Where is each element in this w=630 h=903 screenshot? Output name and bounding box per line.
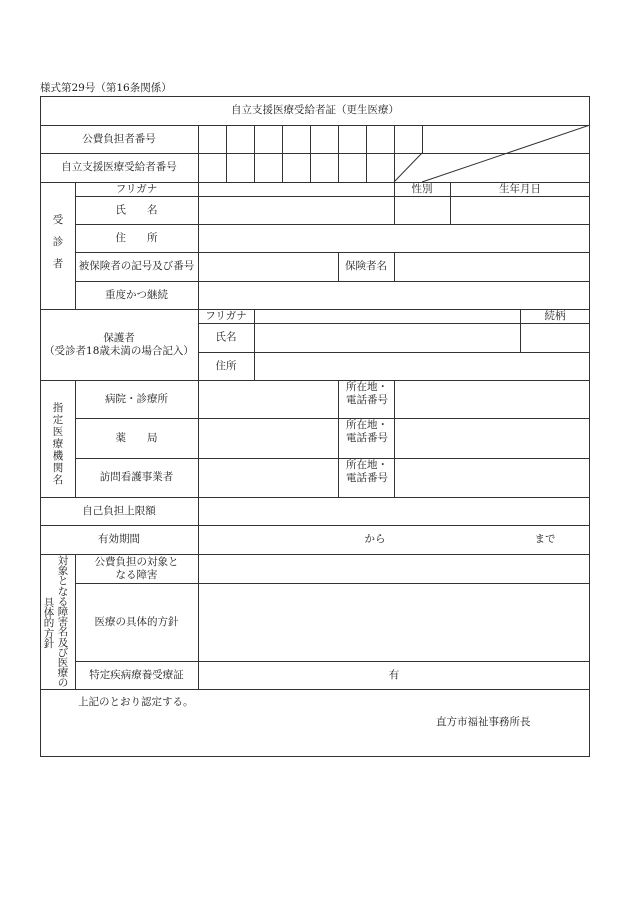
institutions-group-label: 指 定 医 療 機 関 名	[52, 402, 64, 487]
specified-disease-value: 有	[388, 668, 400, 681]
patient-furigana-label: フリガナ	[115, 182, 158, 195]
severe-continuous-label: 重度かつ継続	[105, 288, 168, 301]
validity-label: 有効期間	[98, 533, 140, 546]
gender-label: 性別	[411, 182, 433, 195]
disability-group-label-col1: 対 象 と な る 障 害 名 及 び 医 療 の	[57, 555, 69, 690]
disability-group-label-col2: 具 体 的 方 針	[43, 597, 55, 650]
hospital-location-label: 所在地・ 電話番号	[346, 381, 388, 407]
recipient-number-label: 自立支援医療受給者番号	[61, 161, 177, 174]
medical-policy-label: 医療の具体的方針	[94, 615, 179, 628]
relation-label: 続柄	[544, 309, 566, 322]
validity-from: から	[364, 533, 386, 546]
specified-disease-label: 特定疾病療養受療証	[89, 668, 184, 681]
hospital-label: 病院・診療所	[105, 392, 168, 405]
patient-group-label: 受 診 者	[52, 214, 64, 271]
issuer-name: 直方市福祉事務所長	[436, 716, 531, 729]
certify-statement: 上記のとおり認定する。	[78, 696, 194, 709]
guardian-name-label: 氏名	[215, 331, 237, 344]
validity-to: まで	[534, 533, 556, 546]
nursing-label: 訪問看護事業者	[99, 471, 174, 484]
patient-name-label: 氏 名	[115, 203, 158, 216]
patient-address-label: 住 所	[115, 231, 158, 244]
birthdate-label: 生年月日	[499, 182, 541, 195]
self-pay-limit-label: 自己負担上限額	[82, 504, 156, 517]
payer-number-label: 公費負担者番号	[82, 132, 156, 145]
insured-symbol-label: 被保険者の記号及び番号	[78, 260, 195, 273]
guardian-label: 保護者 （受診者18歳未満の場合記入）	[44, 331, 194, 357]
insurer-name-label: 保険者名	[345, 260, 387, 273]
pharmacy-location-label: 所在地・ 電話番号	[346, 419, 388, 445]
target-disability-label: 公費負担の対象と なる障害	[94, 555, 179, 581]
nursing-location-label: 所在地・ 電話番号	[346, 459, 388, 485]
pharmacy-label: 薬 局	[115, 431, 158, 444]
guardian-address-label: 住所	[215, 359, 237, 372]
guardian-furigana-label: フリガナ	[205, 309, 247, 322]
certificate-title: 自立支援医療受給者証（更生医療）	[231, 104, 399, 117]
form-number: 様式第29号（第16条関係）	[40, 82, 172, 94]
